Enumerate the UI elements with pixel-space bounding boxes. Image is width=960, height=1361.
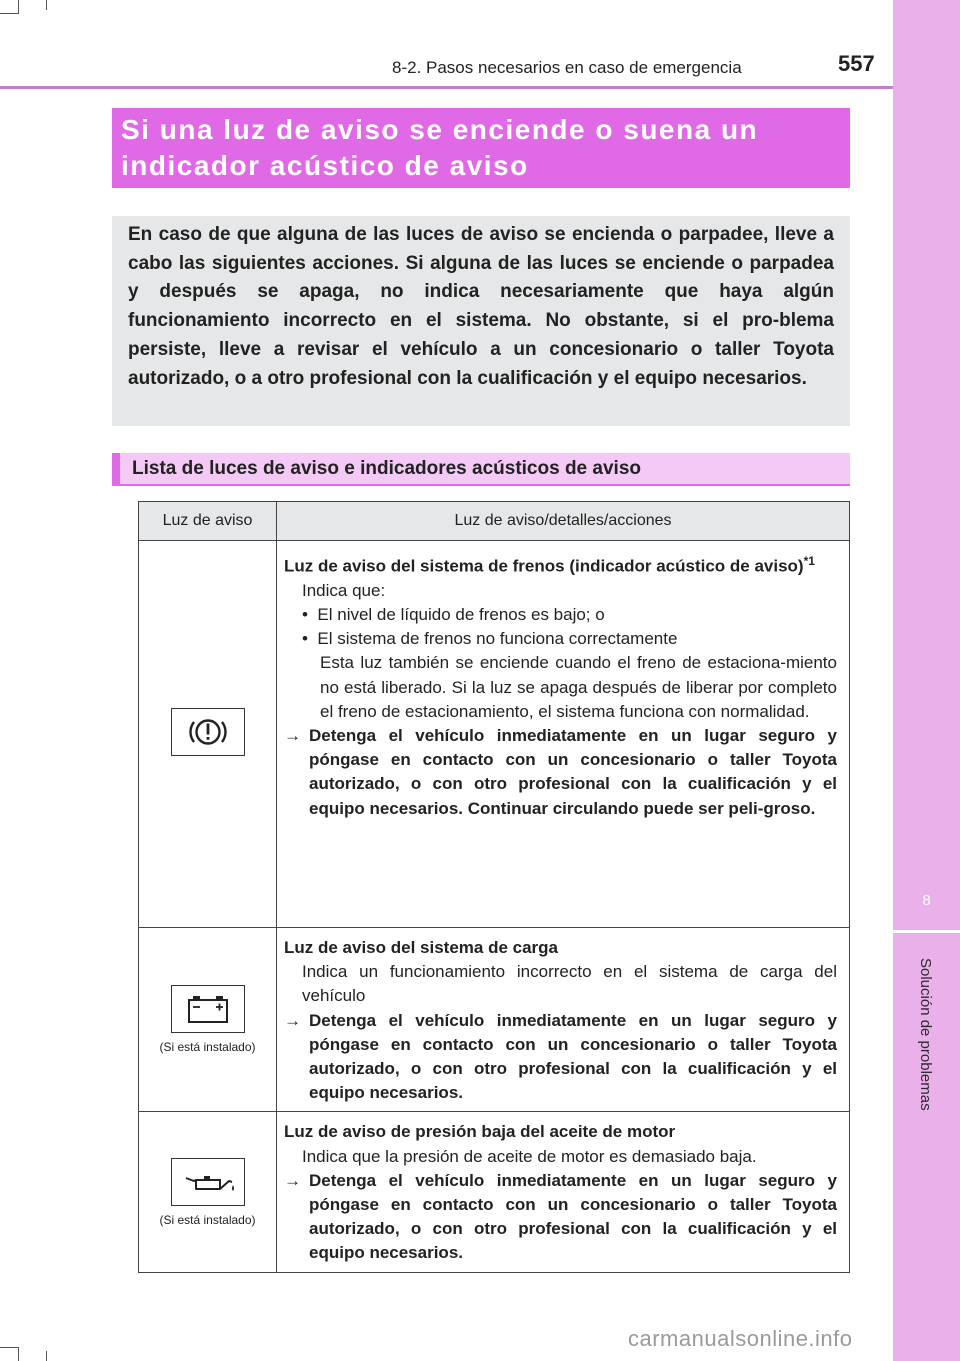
brake-warning-icon [171,708,245,756]
action-text: → Detenga el vehículo inmediatamente en un lugar seguro y póngase en contacto con un concesionario o taller Toyota autorizado, o con otro profesional con la cualificación y el equipo necesarios. Continuar circulando puede ser peli-groso. [284,726,837,818]
warning-title: Luz de aviso del sistema de carga [284,938,559,957]
intro-box [112,216,850,426]
watermark: carmanualsonline.info [628,1326,853,1351]
crop-mark [0,1347,18,1348]
icon-note: (Si está instalado) [159,1212,256,1227]
table-row [139,928,850,1112]
icon-cell [139,1112,277,1272]
arrow-icon: → [284,1170,301,1190]
subheading-text: Lista de luces de aviso e indicadores acústicos de aviso [132,458,641,479]
title-banner [112,108,850,188]
column-header: Luz de aviso [139,502,277,541]
indicates-text: Indica un funcionamiento incorrecto en el sistema de carga del vehículo [302,962,837,1006]
list-item: • El sistema de frenos no funciona correctamente [302,629,678,649]
page-number: 557 [838,51,875,76]
sub-note: Esta luz también se enciende cuando el freno de estaciona-miento no está liberado. Si la luz se apaga después de liberar por completo el freno de estacionamiento, el sistema funciona con normalidad. [320,653,837,721]
footnote-mark: *1 [803,554,815,568]
crop-mark [46,1351,47,1361]
warning-title-text: Luz de aviso del sistema de frenos (indicador acústico de aviso) [284,556,804,576]
arrow-icon: → [284,726,301,746]
indicates-text: Indica que la presión de aceite de motor es demasiado baja. [302,1146,757,1166]
warning-title: Luz de aviso de presión baja del aceite de motor [284,1122,676,1142]
page-title: Si una luz de aviso se enciende o suena un indicador acústico de aviso [121,114,759,181]
icon-cell [139,541,277,928]
list-item: • El nivel de líquido de frenos es bajo; o [302,605,605,625]
sidebar-divider [893,930,960,933]
crop-mark [46,0,47,10]
arrow-icon: → [284,1010,301,1030]
oil-pressure-icon [171,1158,245,1206]
table-row [139,1112,850,1272]
intro-text: En caso de que alguna de las luces de aviso se encienda o parpadee, lleve a cabo las siguientes acciones. Si alguna de las luces se enciende o parpadea y después se apaga, no indica necesariamente que haya algún funcionamiento incorrecto en el sistema. No obstante, si el pro-blema persiste, lleve a revisar el vehículo a un concesionario o taller Toyota autorizado, o a otro profesional con la cualificación y el equipo necesarios. [128,224,834,389]
description-cell [277,928,850,1112]
action-text: → Detenga el vehículo inmediatamente en un lugar seguro y póngase en contacto con un concesionario o taller Toyota autorizado, o con otro profesional con la cualificación y el equipo necesarios. [284,1170,837,1263]
crop-mark [0,13,18,14]
chapter-sidebar [893,0,960,1361]
header-rule [0,86,893,89]
chapter-number: 8 [922,892,931,909]
battery-icon [171,985,245,1033]
column-header: Luz de aviso/detalles/acciones [277,502,850,541]
description-cell [277,1112,850,1272]
crop-mark [18,0,19,14]
action-text: → Detenga el vehículo inmediatamente en un lugar seguro y póngase en contacto con un concesionario o taller Toyota autorizado, o con otro profesional con la cualificación y el equipo necesarios. [284,1010,837,1103]
table-row [139,541,850,928]
chapter-label: Solución de problemas [917,958,934,1111]
section-header: 8-2. Pasos necesarios en caso de emergencia [392,58,742,77]
warning-title [284,549,837,579]
crop-mark [18,1347,19,1361]
subheading [112,453,850,486]
warning-lights-table [138,501,850,1273]
description-cell [277,541,850,928]
table-header-row [139,502,850,541]
indicates-text: Indica que: [302,580,386,600]
icon-cell [139,928,277,1112]
icon-note: (Si está instalado) [159,1040,256,1055]
